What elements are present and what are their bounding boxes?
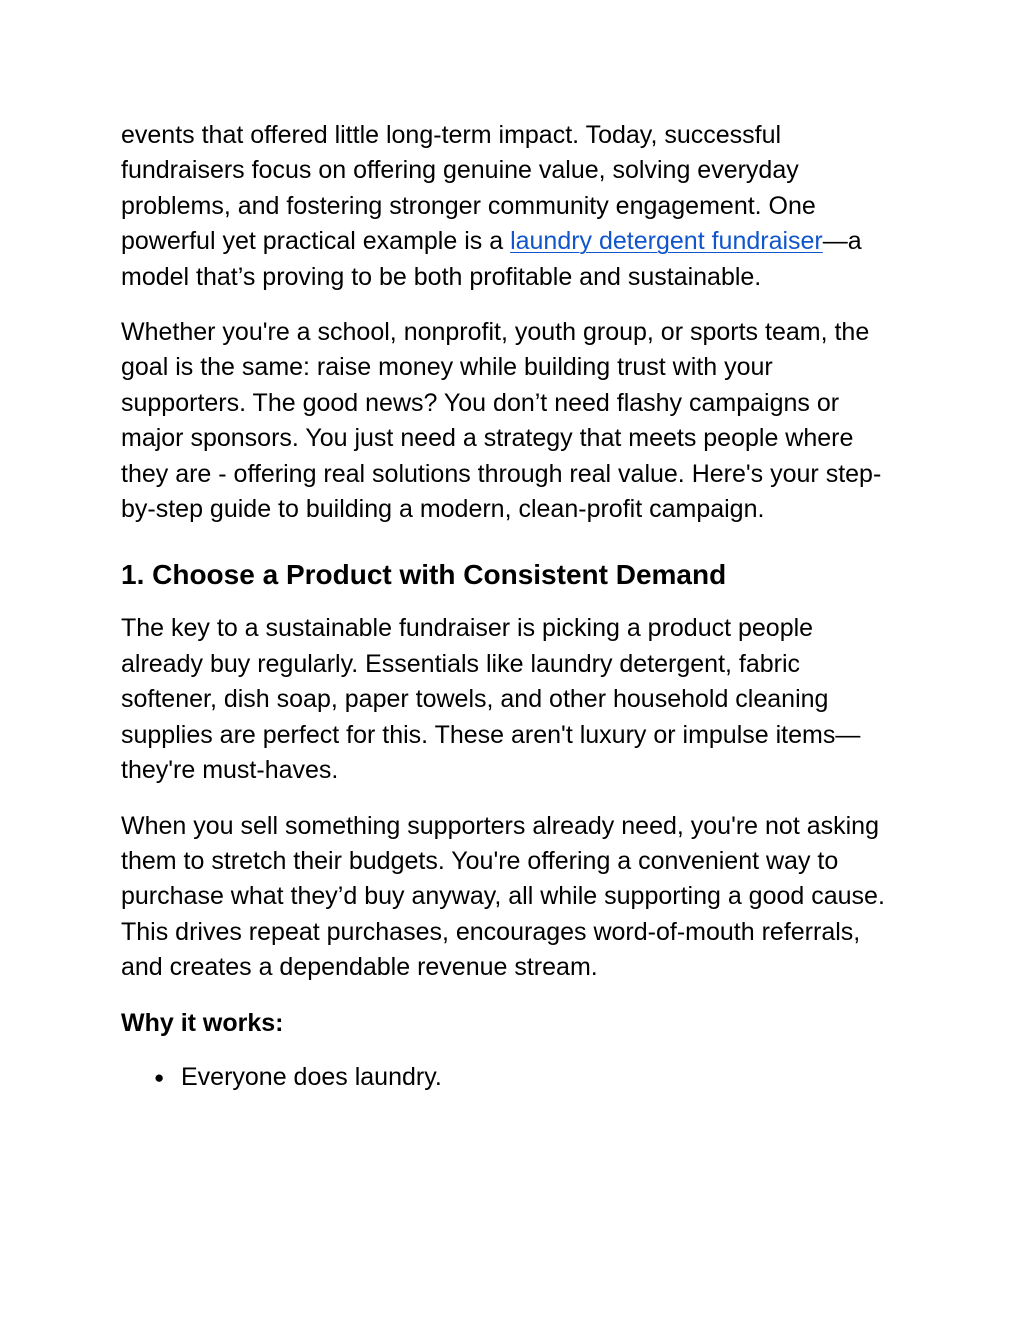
section-paragraph-1: The key to a sustainable fundraiser is picking a product people already buy regularly. Essentials like laundry detergent, fabric softener, dish soap, paper towels, and other household cleaning supplies are perfect for this. These aren't luxury or impulse items—they're must-haves.	[121, 614, 861, 785]
section-heading: 1. Choose a Product with Consistent Demand	[121, 559, 727, 591]
section-paragraph-2: When you sell something supporters already need, you're not asking them to stretch their budgets. You're offering a convenient way to purchase what they’d buy anyway, all while supporting a good cause. This drives repeat purchases, encourages word-of-mouth referrals, and creates a dependable revenue stream.	[121, 811, 885, 982]
list-item	[121, 1060, 901, 1095]
intro-text-before-link: events that offered little long-term impact. Today, successful fundraisers focus on offering genuine value, solving everyday problems, and fostering stronger community engagement. One powerful yet practical example is a	[121, 121, 816, 256]
laundry-detergent-fundraiser-link[interactable]: laundry detergent fundraiser	[510, 227, 823, 256]
context-paragraph: Whether you're a school, nonprofit, youth group, or sports team, the goal is the same: raise money while building trust with your supporters. The good news? You don’t need flashy campaigns or major sponsors. You just need a strategy that meets people where they are - offering real solutions through real value. Here's your step-by-step guide to building a modern, clean-profit campaign.	[121, 318, 882, 524]
intro-paragraph	[121, 118, 901, 295]
why-it-works-list	[121, 1060, 901, 1095]
bullet-icon: ●	[154, 1067, 165, 1087]
document-page	[121, 118, 901, 1095]
why-it-works-subheading: Why it works:	[121, 1008, 284, 1037]
intro-text-after-link: —a model that’s proving to be both profitable and sustainable.	[121, 227, 862, 291]
list-item-text: Everyone does laundry.	[181, 1062, 442, 1091]
